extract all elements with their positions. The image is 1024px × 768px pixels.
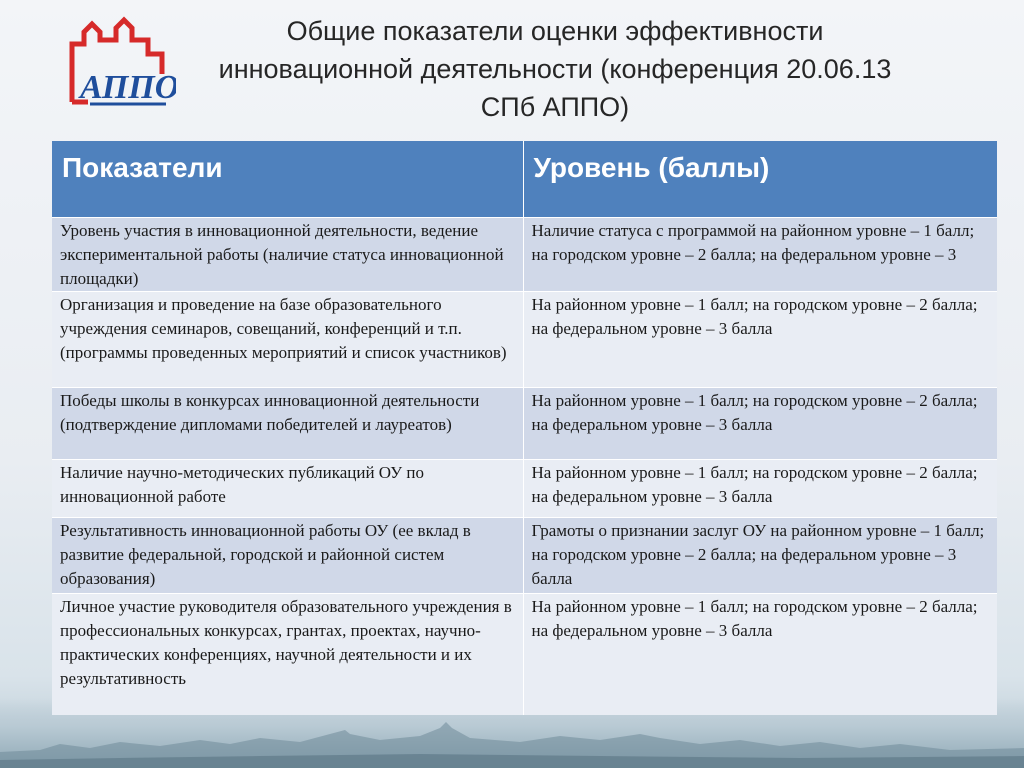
slide-title: [170, 12, 940, 126]
indicator-cell: Победы школы в конкурсах инновационной деятельности (подтверждение дипломами победителей и лауреатов): [52, 387, 523, 459]
table-row: [52, 517, 997, 593]
indicators-table: [52, 141, 997, 715]
title-line-1: Общие показатели оценки эффективности: [286, 16, 824, 46]
header-indicators: Показатели: [52, 141, 523, 217]
table-header-row: [52, 141, 997, 217]
table-row: [52, 593, 997, 715]
title-line-2: инновационной деятельности (конференция 20.06.13: [218, 54, 892, 84]
title-line-3: СПб АППО): [480, 92, 630, 122]
logo-wordmark: АППО: [80, 69, 176, 106]
table-row: [52, 291, 997, 387]
level-cell: Грамоты о признании заслуг ОУ на районном уровне – 1 балл; на городском уровне – 2 балла; на федеральном уровне – 3 балла: [523, 517, 997, 593]
city-skyline-decoration: [0, 722, 1024, 768]
level-cell: На районном уровне – 1 балл; на городском уровне – 2 балла; на федеральном уровне – 3 балла: [523, 291, 997, 387]
indicator-cell: Личное участие руководителя образовательного учреждения в профессиональных конкурсах, грантах, проектах, научно-практических конференциях, научной деятельности и их результативность: [52, 593, 523, 715]
level-cell: Наличие статуса с программой на районном уровне – 1 балл; на городском уровне – 2 балла; на федеральном уровне – 3: [523, 217, 997, 291]
header-level-points: Уровень (баллы): [523, 141, 997, 217]
indicators-table-container: [52, 141, 997, 715]
table-row: [52, 387, 997, 459]
indicator-cell: Уровень участия в инновационной деятельности, ведение экспериментальной работы (наличие статуса инновационной площадки): [52, 217, 523, 291]
level-cell: На районном уровне – 1 балл; на городском уровне – 2 балла; на федеральном уровне – 3 балла: [523, 387, 997, 459]
table-row: [52, 459, 997, 517]
table-row: [52, 217, 997, 291]
indicator-cell: Организация и проведение на базе образовательного учреждения семинаров, совещаний, конференций и т.п. (программы проведенных мероприятий и список участников): [52, 291, 523, 387]
appo-logo: [58, 10, 176, 110]
level-cell: На районном уровне – 1 балл; на городском уровне – 2 балла; на федеральном уровне – 3 балла: [523, 593, 997, 715]
level-cell: На районном уровне – 1 балл; на городском уровне – 2 балла; на федеральном уровне – 3 балла: [523, 459, 997, 517]
indicator-cell: Наличие научно-методических публикаций ОУ по инновационной работе: [52, 459, 523, 517]
indicator-cell: Результативность инновационной работы ОУ (ее вклад в развитие федеральной, городской и районной систем образования): [52, 517, 523, 593]
